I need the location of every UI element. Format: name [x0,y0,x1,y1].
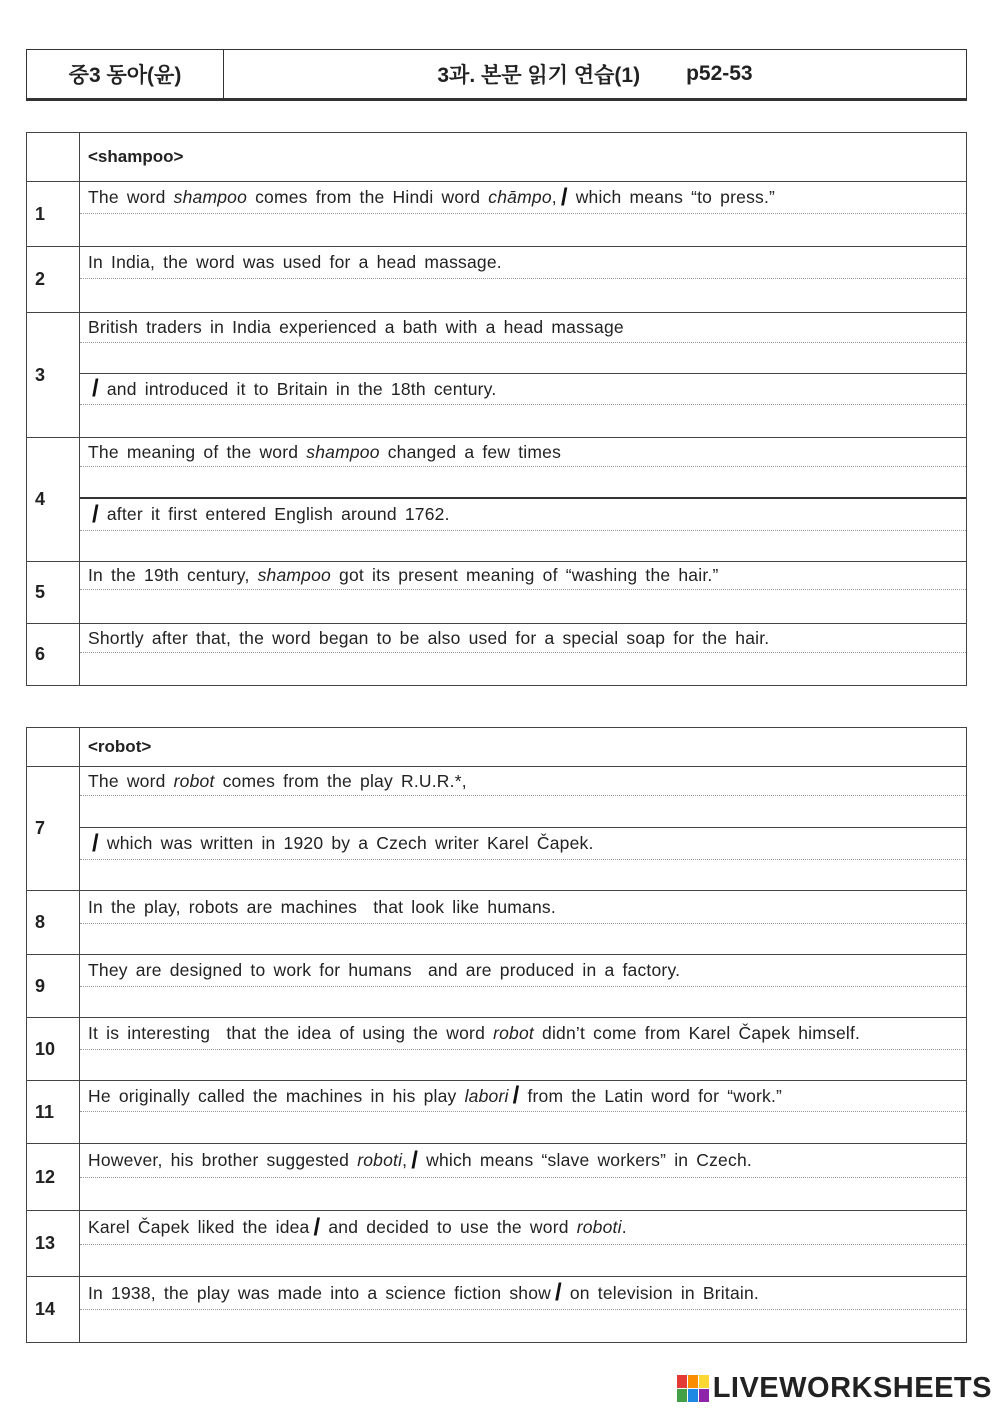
sentence-text: from the Latin word for “work.” [527,1085,783,1106]
logo-square [699,1375,709,1388]
answer-line[interactable] [80,1050,966,1080]
sentence-text: and decided to use the word [328,1217,577,1237]
answer-line[interactable] [80,1310,966,1342]
sentence-text: . [621,1217,627,1237]
section-title-robot: <robot> [80,728,967,767]
logo-square [677,1389,687,1402]
sentence-line [80,624,966,653]
sentence-line [80,1211,966,1245]
logo-square [688,1375,698,1388]
answer-line[interactable] [80,924,966,954]
answer-line[interactable] [80,467,966,499]
class-label: 중3 동아(윤) [27,50,224,98]
sentence-line [80,1018,966,1050]
row-number: 4 [27,438,80,562]
italic-word: shampoo [306,441,380,462]
sentence-line [80,247,966,279]
italic-word: robot [173,770,215,791]
sentence-line [80,767,966,796]
answer-line[interactable] [80,796,966,828]
sentence-line [80,1144,966,1178]
row-number: 6 [27,624,80,686]
row-number: 12 [27,1144,80,1211]
answer-line[interactable] [80,590,966,623]
logo-text: LIVEWORKSHEETS [712,1372,992,1404]
sentence-text: didn’t come from Karel Čapek himself. [533,1023,861,1043]
logo-square [688,1389,698,1402]
blank-corner-cell [27,133,80,182]
page-range: p52-53 [686,62,753,85]
lesson-title-area [224,50,966,98]
sentence-line [80,313,966,343]
sentence-text: which means “to press.” [575,187,776,207]
italic-word: robot [493,1023,534,1043]
row-number: 3 [27,313,80,438]
sentence-text: In the play, robots are machines that look like humans. [88,896,556,917]
slash-marker: / [555,1279,562,1306]
sentence-text: The meaning of the word [88,441,307,462]
italic-word: shampoo [257,565,331,585]
row-number: 8 [27,891,80,955]
italic-word: roboti [357,1150,403,1170]
sentence-text: , [551,187,557,207]
slash-marker: / [512,1082,520,1109]
liveworksheets-logo[interactable] [677,1372,992,1405]
row-number: 5 [27,562,80,624]
row-number: 10 [27,1018,80,1081]
sentence-line [80,182,966,214]
logo-square [699,1389,709,1402]
slash-marker: / [560,183,568,211]
answer-line[interactable] [80,1245,966,1276]
row-number: 11 [27,1081,80,1144]
sentence-text: which means “slave workers” in Czech. [426,1150,752,1170]
answer-line[interactable] [80,405,966,437]
answer-line[interactable] [80,214,966,246]
sentence-text: got its present meaning of “washing the hair.” [331,565,719,585]
sentence-line [80,374,966,405]
worksheet-header [26,49,967,101]
sentence-text: However, his brother suggested [88,1150,358,1170]
sentence-text: , [402,1150,408,1170]
answer-line[interactable] [80,987,966,1017]
lesson-title: 3과. 본문 읽기 연습(1) [437,64,641,87]
answer-line[interactable] [80,1112,966,1143]
section-title-shampoo: <shampoo> [80,133,967,182]
sentence-line [80,1081,966,1112]
answer-line[interactable] [80,531,966,561]
slash-marker: / [313,1213,321,1241]
sentence-line [80,499,966,531]
italic-word: roboti [576,1217,622,1237]
row-number: 9 [27,955,80,1018]
sentence-text: It is interesting that the idea of using the word [88,1023,494,1043]
shampoo-table [26,132,967,686]
sentence-text: In the 19th century, [88,565,258,585]
answer-line[interactable] [80,653,966,685]
slash-marker: / [411,1146,419,1174]
logo-square [677,1375,687,1388]
answer-line[interactable] [80,343,966,374]
sentence-text: on television in Britain. [569,1282,759,1303]
logo-mark-icon [677,1375,709,1402]
sentence-text: The word [88,770,174,791]
sentence-line [80,828,966,860]
sentence-line [80,955,966,987]
sentence-text: He originally called the machines in his play [88,1085,465,1106]
italic-word: shampoo [173,187,248,207]
slash-marker: / [92,829,99,857]
robot-table [26,727,967,1343]
italic-word: labori [464,1085,509,1106]
italic-word: chāmpo [488,187,552,207]
sentence-line [80,438,966,467]
sentence-text: after it first entered English around 1762. [106,504,450,524]
sentence-text: British traders in India experienced a bath with a head massage [88,317,624,337]
sentence-line [80,1277,966,1310]
answer-line[interactable] [80,1178,966,1210]
sentence-text: comes from the Hindi word [247,187,489,207]
row-number: 2 [27,247,80,313]
sentence-text: Karel Čapek liked the idea [88,1217,310,1237]
row-number: 14 [27,1277,80,1343]
row-number: 13 [27,1211,80,1277]
blank-corner-cell [27,728,80,767]
answer-line[interactable] [80,860,966,890]
sentence-text: which was written in 1920 by a Czech writer Karel Čapek. [106,833,594,853]
sentence-line [80,562,966,590]
sentence-text: comes from the play R.U.R.*, [214,770,467,791]
sentence-text: The word [88,187,174,207]
row-number: 1 [27,182,80,247]
slash-marker: / [92,375,99,402]
sentence-line [80,891,966,924]
sentence-text: They are designed to work for humans and are produced in a factory. [88,960,681,980]
sentence-text: Shortly after that, the word began to be also used for a special soap for the hair. [88,627,770,648]
sentence-text: and introduced it to Britain in the 18th century. [106,378,497,399]
sentence-text: In India, the word was used for a head massage. [88,252,502,272]
sentence-text: changed a few times [379,441,562,462]
sentence-text: In 1938, the play was made into a science fiction show [88,1282,551,1303]
slash-marker: / [92,500,99,528]
row-number: 7 [27,767,80,891]
answer-line[interactable] [80,279,966,312]
